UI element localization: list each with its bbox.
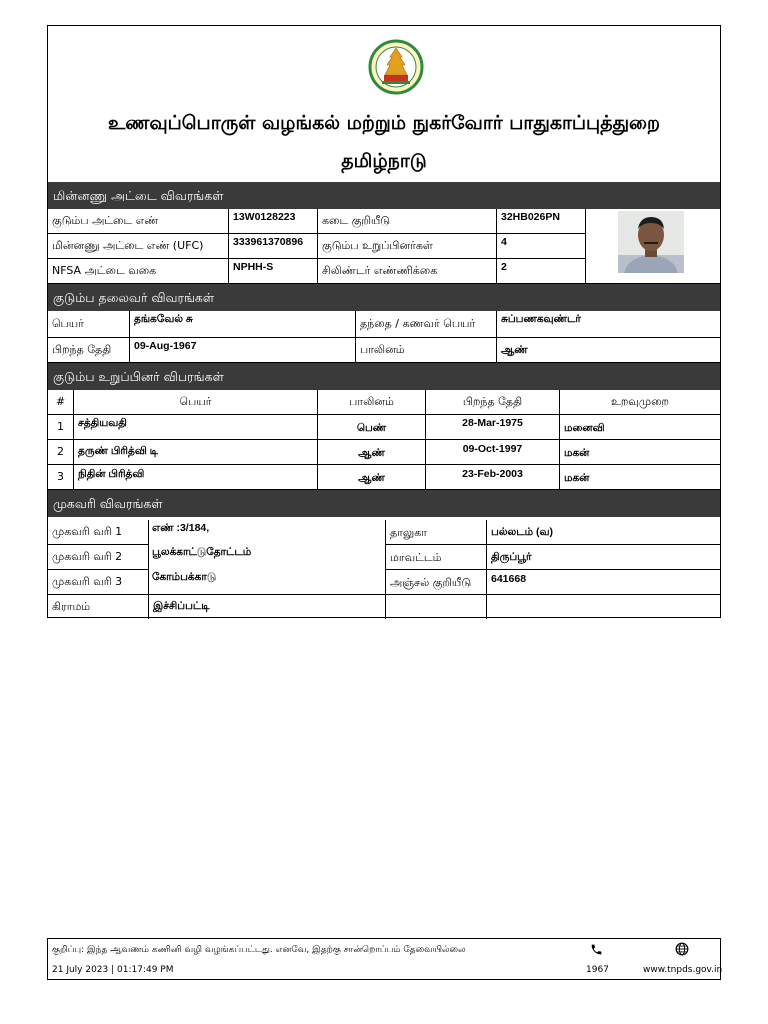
- state-title: தமிழ்நாடு: [341, 150, 427, 172]
- member-number: 2: [48, 440, 74, 465]
- globe-icon: [675, 942, 689, 956]
- district-value: திருப்பூர்: [487, 545, 720, 570]
- head-gender-label: பாலினம்: [356, 338, 497, 363]
- ration-card-number-label: குடும்ப அட்டை எண்: [48, 209, 229, 234]
- ufc-number-label: மின்னணு அட்டை எண் (UFC): [48, 234, 229, 259]
- footer-note: குறிப்பு: இந்த ஆவணம் கணினி வழி வழங்கப்பட்டது. எனவே, இதற்கு சான்றொப்பம் தேவையில்லை: [52, 945, 466, 955]
- address-line2-label: முகவரி வரி 2: [48, 545, 149, 570]
- head-name-value: தங்கவேல் சு: [130, 311, 356, 338]
- postal-code-value: 641668: [487, 570, 720, 595]
- empty-value-cell: [487, 595, 720, 619]
- address-line1-value: எண் :3/184,: [152, 522, 210, 534]
- head-dob-label: பிறந்த தேதி: [48, 338, 130, 363]
- village-value: இச்சிப்பட்டி: [149, 595, 386, 619]
- column-header-relation: உறவுமுறை: [560, 390, 720, 415]
- member-relation: மனைவி: [560, 415, 720, 440]
- generated-timestamp: 21 July 2023 | 01:17:49 PM: [52, 965, 174, 975]
- address-details-heading: முகவரி விவரங்கள்: [48, 490, 720, 517]
- column-header-number: #: [48, 390, 74, 415]
- tamil-nadu-emblem-icon: [362, 39, 430, 95]
- address-line2-value: பூலக்காட்டுதோட்டம்: [152, 546, 252, 558]
- address-line1-label: முகவரி வரி 1: [48, 520, 149, 545]
- member-number: 3: [48, 465, 74, 490]
- shop-code-label: கடை குறியீடு: [318, 209, 497, 234]
- member-dob: 28-Mar-1975: [426, 415, 560, 440]
- cylinder-count-value: 2: [497, 259, 586, 284]
- head-dob-value: 09-Aug-1967: [130, 338, 356, 363]
- village-label: கிராமம்: [48, 595, 149, 619]
- address-line3-label: முகவரி வரி 3: [48, 570, 149, 595]
- member-name: சத்தியவதி: [74, 415, 318, 440]
- postal-code-label: அஞ்சல் குறியீடு: [386, 570, 487, 595]
- head-photo: [618, 211, 684, 273]
- member-dob: 23-Feb-2003: [426, 465, 560, 490]
- website-link[interactable]: www.tnpds.gov.in: [643, 965, 723, 975]
- column-header-gender: பாலினம்: [318, 390, 426, 415]
- head-of-family-heading: குடும்ப தலைவர் விவரங்கள்: [48, 284, 720, 311]
- district-label: மாவட்டம்: [386, 545, 487, 570]
- member-name: தருண் பிரித்வி டி: [74, 440, 318, 465]
- ufc-number-value: 333961370896: [229, 234, 318, 259]
- phone-icon: [590, 943, 603, 956]
- father-husband-name-value: சுப்பணகவுண்டர்: [497, 311, 720, 338]
- member-dob: 09-Oct-1997: [426, 440, 560, 465]
- ration-card-number-value: 13W0128223: [229, 209, 318, 234]
- shop-code-value: 32HB026PN: [497, 209, 586, 234]
- cylinder-count-label: சிலிண்டர் எண்ணிக்கை: [318, 259, 497, 284]
- member-gender: பெண்: [318, 415, 426, 440]
- ration-card-document: [47, 25, 721, 618]
- card-details-heading: மின்னணு அட்டை விவரங்கள்: [48, 182, 720, 209]
- member-gender: ஆண்: [318, 440, 426, 465]
- taluk-label: தாலுகா: [386, 520, 487, 545]
- nfsa-card-type-value: NPHH-S: [229, 259, 318, 284]
- family-members-heading: குடும்ப உறுப்பினர் விபரங்கள்: [48, 363, 720, 390]
- family-members-value: 4: [497, 234, 586, 259]
- taluk-value: பல்லடம் (வ): [487, 520, 720, 545]
- member-name: நிதின் பிரித்வி: [74, 465, 318, 490]
- head-name-label: பெயர்: [48, 311, 130, 338]
- nfsa-card-type-label: NFSA அட்டை வகை: [48, 259, 229, 284]
- empty-label-cell: [386, 595, 487, 619]
- head-gender-value: ஆண்: [497, 338, 720, 363]
- column-header-dob: பிறந்த தேதி: [426, 390, 560, 415]
- member-relation: மகன்: [560, 465, 720, 490]
- helpline-number: 1967: [586, 965, 609, 975]
- family-members-label: குடும்ப உறுப்பினர்கள்: [318, 234, 497, 259]
- document-footer: [47, 938, 721, 980]
- member-number: 1: [48, 415, 74, 440]
- address-line3-value: கோம்பக்காடு: [152, 571, 217, 583]
- department-title: உணவுப்பொருள் வழங்கல் மற்றும் நுகர்வோர் பாதுகாப்புத்துறை: [108, 112, 660, 134]
- member-gender: ஆண்: [318, 465, 426, 490]
- document-header: [48, 26, 720, 183]
- column-header-name: பெயர்: [74, 390, 318, 415]
- member-relation: மகன்: [560, 440, 720, 465]
- father-husband-name-label: தந்தை / கணவர் பெயர்: [356, 311, 497, 338]
